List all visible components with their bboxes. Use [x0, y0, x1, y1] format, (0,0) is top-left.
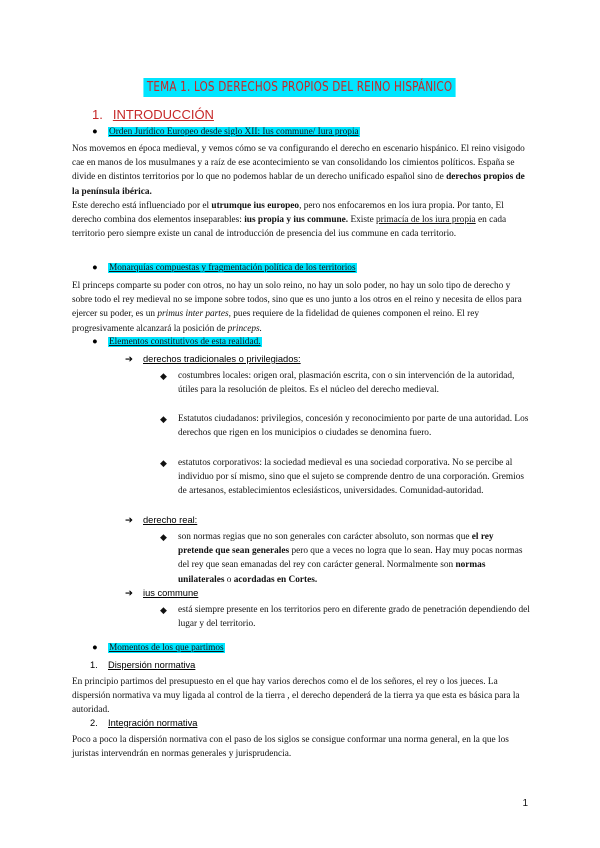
- bullet-dot-icon: ●: [92, 337, 98, 347]
- paragraph-5-text: Poco a poco la dispersión normativa con el paso de los siglos se consigue conformar una norma general, en la que los juristas intervendrán en normas generales y jurisprudencia.: [72, 735, 509, 760]
- bullet-dot-icon: ●: [92, 643, 98, 653]
- paragraph-2-bold-b: utrumque ius europeo: [211, 201, 300, 211]
- paragraph-3-italic-b: primus inter partes,: [157, 309, 231, 320]
- arrow-item-1-label: derechos tradicionales o privilegiados:: [143, 354, 301, 364]
- paragraph-2-text-c: , pero nos enfocaremos en los iura propia. Por tanto, El derecho combina dos elementos inseparables:: [72, 201, 504, 226]
- paragraph-3: [72, 279, 527, 336]
- paragraph-3-text-a: El princeps comparte su poder con otros, no hay un solo reino, no hay un solo poder, no hay un solo tipo de derecho y sobre todo el rey medieval no se impone sobre todos, sino que es uno junto a los otros en el reino y necesita de ellos para ejercer su poder, es un: [72, 281, 522, 320]
- arrow-item-3: [125, 588, 198, 599]
- diamond-item-5-text: está siempre presente en los territorios pero en diferente grado de penetración dependiendo del lugar y del territorio.: [178, 605, 530, 630]
- section-label: INTRODUCCIÓN: [112, 107, 214, 122]
- bullet-heading-3-text: Elementos constitutivos de esta realidad.: [109, 337, 261, 347]
- numbered-heading-2-number: 2.: [90, 718, 98, 728]
- diamond-item-1: [160, 369, 530, 397]
- bullet-dot-icon: ●: [92, 127, 98, 137]
- arrow-item-2-label: derecho real:: [143, 515, 198, 525]
- page-number: 1: [522, 798, 528, 809]
- section-number: 1.: [92, 107, 103, 122]
- diamond-bullet-icon: ◆: [160, 414, 167, 424]
- bullet-heading-2: [92, 263, 357, 273]
- paragraph-1-text: Nos movemos en época medieval, y vemos cómo se va configurando el derecho en escenario hispánico. El reino visigodo cae en manos de los musulmanes y a raíz de ese acontecimiento se van consolidando los cimientos políticos. España se divide en distintos territorios por lo que no podemos hablar de un derecho unificado español sino de: [72, 144, 525, 183]
- diamond-item-3: [160, 456, 530, 499]
- bullet-dot-icon: ●: [92, 263, 98, 273]
- arrow-right-icon: ➔: [125, 516, 133, 526]
- section-heading: [92, 107, 214, 122]
- paragraph-1-bold: derechos propios de la península ibérica.: [72, 172, 525, 197]
- paragraph-3-italic-d: princeps.: [227, 323, 262, 334]
- arrow-right-icon: ➔: [125, 589, 133, 599]
- numbered-heading-2: [90, 718, 197, 728]
- diamond-item-2: [160, 412, 530, 440]
- bullet-heading-4-text: Momentos de los que partimos: [109, 643, 224, 653]
- paragraph-2-text-a: Este derecho está influenciado por el: [72, 201, 212, 211]
- numbered-heading-1-label: Dispersión normativa: [108, 660, 196, 670]
- arrow-item-1: [125, 354, 301, 365]
- paragraph-3-text-c: pues requiere de la fidelidad de quienes componen el reino. El rey progresivamente alcanzará la posición de: [72, 309, 480, 334]
- diamond-item-4-text: son normas regias que no son generales con carácter absoluto, son normas que el rey pretende que sean generales pero que a veces no logra que lo sean. Hay muy pocas normas del rey que sean emanadas del rey con carácter general. Normalmente son normas unilaterales o acordadas en Cortes.: [178, 532, 523, 585]
- title-wrap: [0, 78, 600, 97]
- diamond-bullet-icon: ◆: [160, 458, 167, 468]
- bullet-heading-4: [92, 643, 225, 653]
- diamond-item-3-text: estatutos corporativos: la sociedad medieval es una sociedad corporativa. No se percibe al individuo por sí mismo, sino que el sujeto se comprende dentro de una corporación. Gremios de artesanos, establecimientos eclesiásticos, universidades. Comunidad-autoridad.: [178, 458, 524, 497]
- paragraph-1: [72, 142, 527, 199]
- arrow-right-icon: ➔: [125, 355, 133, 365]
- bullet-heading-3: [92, 337, 262, 347]
- paragraph-2-underline-f: primacía de los iura propia: [376, 215, 476, 226]
- arrow-item-2: [125, 515, 197, 526]
- diamond-item-4: [160, 530, 530, 587]
- diamond-item-5: [160, 603, 530, 631]
- paragraph-2-text-g: en cada territorio pero siempre existe un canal de introducción de presencia del ius commune en cada territorio.: [72, 215, 507, 240]
- paragraph-2-bold-d: ius propia y ius commune.: [244, 215, 349, 226]
- numbered-heading-2-label: Integración normativa: [108, 718, 198, 728]
- document-title: TEMA 1. LOS DERECHOS PROPIOS DEL REINO HISPÁNICO: [144, 78, 456, 97]
- diamond-bullet-icon: ◆: [160, 532, 167, 542]
- bullet-heading-1: [92, 127, 360, 137]
- diamond-bullet-icon: ◆: [160, 605, 167, 615]
- paragraph-2-text-e: Existe: [348, 215, 377, 226]
- bullet-heading-1-text: Orden Jurídico Europeo desde siglo XII: Ius commune/ Iura propia: [109, 127, 359, 137]
- diamond-item-1-text: costumbres locales: origen oral, plasmación escrita, con o sin intervención de la autoridad, útiles para la resolución de pleitos. Es el núcleo del derecho medieval.: [178, 371, 515, 396]
- bullet-heading-2-text: Monarquías compuestas y fragmentación política de los territorios: [109, 263, 356, 273]
- paragraph-5: [72, 733, 527, 761]
- paragraph-4: [72, 675, 527, 718]
- diamond-item-2-text: Estatutos ciudadanos: privilegios, concesión y reconocimiento por parte de una autoridad. Los derechos que rigen en los municipios o ciudades se denomina fuero.: [178, 414, 529, 439]
- paragraph-2: [72, 199, 527, 242]
- numbered-heading-1: [90, 660, 195, 670]
- arrow-item-3-label: ius commune: [143, 588, 199, 598]
- numbered-heading-1-number: 1.: [90, 660, 98, 670]
- paragraph-4-text: En principio partimos del presupuesto en el que hay varios derechos como el de los señores, el rey o los jueces. La dispersión normativa va muy ligada al control de la tierra , el derecho dependerá de la tierra ya que esta es básica para la autoridad.: [72, 677, 520, 716]
- diamond-bullet-icon: ◆: [160, 371, 167, 381]
